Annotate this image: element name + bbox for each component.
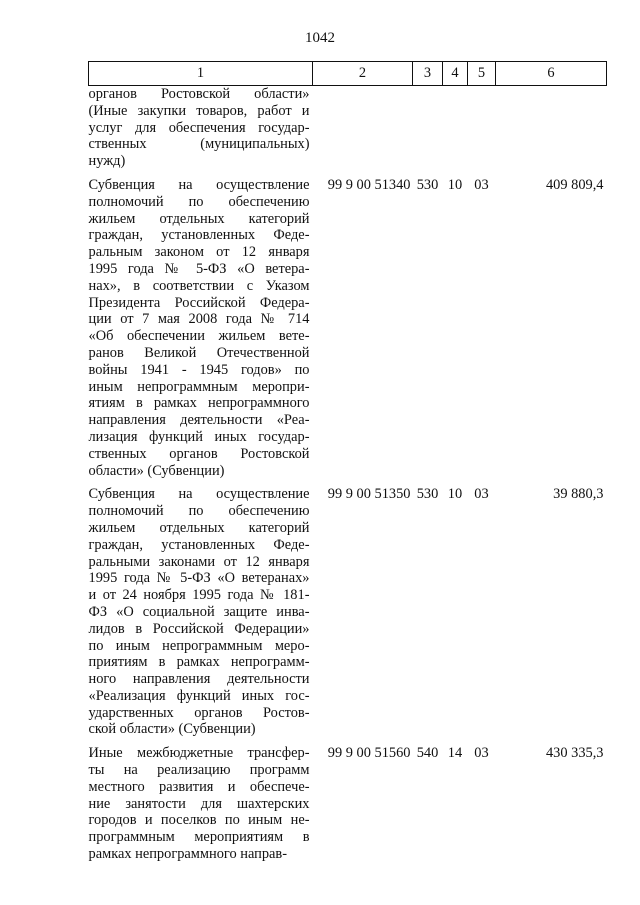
page-number: 1042	[305, 30, 335, 46]
description-line: граждан, установленных Феде-	[88, 227, 310, 244]
description-line: жильем отдельных категорий	[88, 519, 310, 536]
description-line: ФЗ «О социальной защите инва-	[88, 603, 310, 620]
expense-description	[89, 177, 313, 486]
description-line: ральными законами от 12 января	[88, 553, 310, 570]
description-line: ской области» (Субвенции)	[88, 721, 256, 738]
description-line: иным непрограммным меропри-	[88, 378, 310, 395]
description-line: полномочий по обеспечению	[88, 193, 310, 210]
description-line: ного направления деятельности	[88, 671, 310, 688]
description-line: Субвенция на осуществление	[88, 176, 310, 193]
column-header-3: 3	[413, 62, 443, 86]
amount-value: 39 880,3	[553, 486, 604, 503]
description-line: лидов в Российской Федерации»	[88, 620, 310, 637]
description-line: «Об обеспечении жильем ветe-	[88, 328, 310, 345]
target-article-code: 99 9 00 51350	[327, 486, 411, 503]
description-line: местного развития и обеспече-	[88, 778, 310, 795]
target-article-code: 99 9 00 51340	[327, 176, 411, 193]
description-line: Субвенция на осуществление	[88, 486, 310, 503]
expense-description	[89, 486, 313, 745]
column-header-6: 6	[496, 62, 607, 86]
budget-table	[88, 61, 607, 870]
description-line: нужд)	[88, 153, 126, 170]
description-line: ты на реализацию программ	[88, 762, 310, 779]
amount-value: 409 809,4	[545, 176, 604, 193]
description-line: Иные межбюджетные трансфер-	[88, 745, 310, 762]
subsection-code: 03	[474, 745, 489, 762]
expense-type-code	[413, 86, 443, 177]
column-header-1: 1	[89, 62, 313, 86]
description-line: ции от 7 мая 2008 года № 714	[88, 311, 310, 328]
description-line: 1995 года № 5-ФЗ «О ветеранах»	[88, 570, 310, 587]
description-line: ударственных органов Ростов-	[88, 704, 310, 721]
expense-type-code: 530	[416, 176, 439, 193]
subsection-code: 03	[474, 486, 489, 503]
description-line: (Иные закупки товаров, работ и	[88, 102, 310, 119]
table-body	[89, 86, 607, 870]
description-line: лизация функций иных государ-	[88, 428, 310, 445]
section-code: 10	[447, 176, 463, 193]
expense-type-code: 530	[416, 486, 439, 503]
amount-value	[496, 86, 607, 177]
description-line: по иным непрограммным меро-	[88, 637, 310, 654]
description-line: услуг для обеспечения государ-	[88, 119, 310, 136]
table-row	[89, 745, 607, 870]
description-line: 1995 года № 5-ФЗ «О ветера-	[88, 260, 310, 277]
subsection-code: 03	[474, 176, 489, 193]
column-header-5: 5	[468, 62, 496, 86]
expense-description	[89, 745, 313, 870]
description-line: Президента Российской Федера-	[88, 294, 310, 311]
description-line: ятиям в рамках непрограммного	[88, 395, 310, 412]
table-row	[89, 486, 607, 745]
expense-type-code: 540	[416, 745, 439, 762]
description-line: рамках непрограммного направ-	[88, 846, 288, 863]
subsection-code	[468, 86, 496, 177]
target-article-code: 99 9 00 51560	[327, 745, 411, 762]
description-line: ральным законом от 12 января	[88, 244, 310, 261]
description-line: ственных (муниципальных)	[88, 136, 310, 153]
description-line: войны 1941 - 1945 годов» по	[88, 361, 310, 378]
description-line: и от 24 ноября 1995 года № 181-	[88, 587, 310, 604]
amount-value: 430 335,3	[545, 745, 604, 762]
description-line: городов и поселков по иным не-	[88, 812, 310, 829]
column-header-2: 2	[313, 62, 413, 86]
description-line: жильем отдельных категорий	[88, 210, 310, 227]
section-code: 10	[447, 486, 463, 503]
column-header-4: 4	[443, 62, 468, 86]
description-line: ственных органов Ростовской	[88, 445, 310, 462]
table-row	[89, 86, 607, 177]
description-line: программным мероприятиям в	[88, 829, 310, 846]
description-line: граждан, установленных Феде-	[88, 536, 310, 553]
section-code	[443, 86, 468, 177]
table-header-row	[89, 62, 607, 86]
description-line: органов Ростовской области»	[88, 86, 310, 102]
description-line: области» (Субвенции)	[88, 462, 225, 479]
description-line: полномочий по обеспечению	[88, 503, 310, 520]
expense-description	[89, 86, 313, 177]
target-article-code	[313, 86, 413, 177]
description-line: ние занятости для шахтерских	[88, 795, 310, 812]
description-line: «Реализация функций иных гос-	[88, 687, 310, 704]
section-code: 14	[447, 745, 463, 762]
table-row	[89, 177, 607, 486]
description-line: ранов Великой Отечественной	[88, 344, 310, 361]
description-line: нах», в соответствии с Указом	[88, 277, 310, 294]
description-line: приятиям в рамках непрограмм-	[88, 654, 310, 671]
description-line: направления деятельности «Реа-	[88, 412, 310, 429]
